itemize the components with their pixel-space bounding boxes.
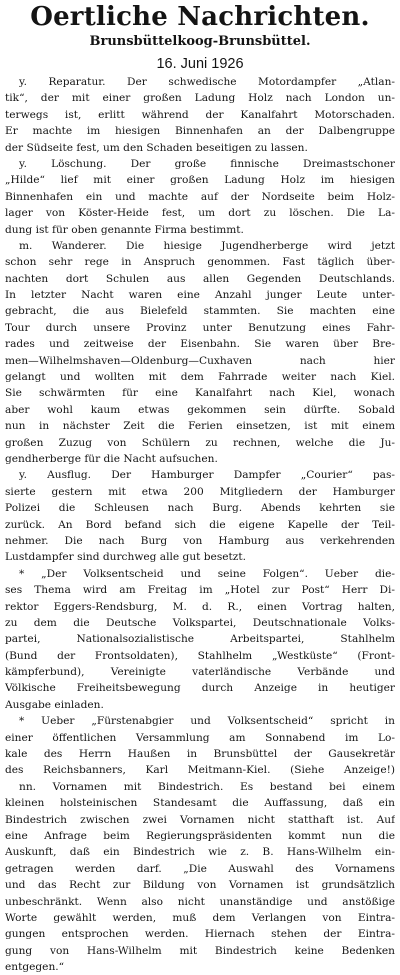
text-line: Binnenhafen ein und machte auf der Nordseite beim Holz-: [5, 190, 395, 203]
text-line: eine Anfrage beim Regierungspräsidenten kommt nun die: [5, 829, 395, 842]
text-line: einer öffentlichen Versammlung am Sonnabend im Lo-: [5, 731, 395, 744]
text-line: * „Der Volksentscheid und seine Folgen“. Ueber die-: [19, 567, 395, 580]
text-line: partei, Nationalsozialistische Arbeitspartei, Stahlhelm: [5, 633, 395, 646]
text-line: kale des Herrn Haußen in Brunsbüttel der Gausekretär: [5, 748, 395, 761]
section-title: Oertliche Nachrichten.: [30, 2, 370, 32]
text-line: Polizei die Schleusen nach Burg. Abends kehrten sie: [5, 502, 395, 515]
text-line: In letzter Nacht waren eine Anzahl junger Leute unter-: [5, 289, 395, 302]
text-line: tik“, der mit einer großen Ladung Holz nach London un-: [5, 92, 395, 105]
text-line: dung ist für oben genannte Firma bestimmt.: [5, 223, 244, 236]
text-line: y. Reparatur. Der schwedische Motordampfer „Atlan-: [19, 76, 395, 88]
news-column: [5, 74, 395, 975]
text-line: nn. Vornamen mit Bindestrich. Es bestand bei einem: [19, 780, 395, 793]
text-line: rektor Eggers-Rendsburg, M. d. R., einen Vortrag halten,: [5, 600, 395, 613]
text-line: terwegs ist, erlitt während der Kanalfahrt Motorschaden.: [5, 108, 395, 121]
text-line: sierte gestern mit etwa 200 Mitgliedern der Hamburger: [5, 485, 395, 498]
text-line: Auskunft, daß ein Bindestrich wie z. B. Hans-Wilhelm ein-: [5, 846, 395, 859]
text-line: großen Zuzug von Schülern zu rechnen, welche die Ju-: [5, 436, 395, 449]
text-line: und das Recht zur Bildung von Vornamen ist grundsätzlich: [5, 879, 395, 892]
text-line: Worte gewählt werden, muß dem Verlangen von Eintra-: [5, 911, 395, 924]
text-line: kleinen holsteinischen Standesamt die Auffassung, daß ein: [5, 797, 395, 810]
text-line: entgegen.“: [5, 961, 65, 974]
text-line: Bindestrich zwischen zwei Vornamen nicht statthaft ist. Auf: [5, 813, 395, 826]
text-line: y. Ausflug. Der Hamburger Dampfer „Courier“ pas-: [19, 469, 395, 482]
text-line: * Ueber „Fürstenabgier und Volksentscheid“ spricht in: [19, 715, 395, 728]
text-line: des Reichsbanners, Karl Meitmann-Kiel. (Siehe Anzeige!): [5, 764, 395, 777]
text-line: Ausgabe einladen.: [5, 698, 104, 711]
text-line: aber wohl kaum etwas gekommen sein dürfte. Sobald: [5, 403, 395, 416]
text-line: Völkische Freiheitsbewegung durch Anzeige in heutiger: [5, 682, 395, 695]
text-line: Sie schwärmten für eine Kanalfahrt nach Kiel, wonach: [5, 387, 395, 400]
text-line: gelangt und wollten mit dem Fahrrade weiter nach Kiel.: [5, 371, 395, 384]
issue-date: 16. Juni 1926: [156, 56, 244, 72]
text-line: unbeschränkt. Wenn also nicht unanständige und anstößige: [5, 895, 395, 908]
text-line: rades und zeitweise der Eisenbahn. Sie waren über Bre-: [5, 338, 395, 351]
text-line: zu dem die Deutsche Volkspartei, Deutschnationale Volks-: [5, 616, 395, 629]
text-line: lager von Köster-Heide fest, um dort zu löschen. Die La-: [5, 207, 395, 220]
text-line: der Südseite fest, um den Schaden beseitigen zu lassen.: [5, 141, 308, 154]
text-line: m. Wanderer. Die hiesige Jugendherberge wird jetzt: [19, 239, 395, 252]
text-line: Lustdampfer sind durchweg alle gut besetzt.: [5, 551, 246, 564]
text-line: gungen entsprochen werden. Hiernach stehen der Eintra-: [5, 928, 395, 941]
text-line: men—Wilhelmshaven—Oldenburg—Cuxhaven nach hier: [5, 354, 395, 367]
text-line: Er machte im hiesigen Binnenhafen an der Dalbengruppe: [5, 125, 395, 138]
text-line: nachten dort Schulen aus allen Gegenden Deutschlands.: [5, 272, 395, 285]
text-line: „Hilde“ lief mit einer großen Ladung Holz im hiesigen: [5, 174, 395, 187]
text-line: gung von Hans-Wilhelm mit Bindestrich keine Bedenken: [5, 944, 395, 957]
text-line: gendherberge für die Nacht aufsuchen.: [5, 452, 218, 465]
text-line: y. Löschung. Der große finnische Dreimastschoner: [19, 157, 395, 170]
text-line: Tour durch unsere Provinz unter Benutzung eines Fahr-: [5, 321, 395, 334]
text-line: schon sehr rege in Anspruch genommen. Fast täglich über-: [5, 256, 395, 269]
text-line: nun in nächster Zeit die Ferien einsetzen, ist mit einem: [5, 420, 395, 433]
text-line: kämpferbund), Vereinigte vaterländische Verbände und: [5, 666, 395, 679]
text-line: nehmer. Die nach Burg von Hamburg aus verkehrenden: [5, 534, 395, 547]
text-line: gebracht, die aus Bielefeld stammten. Sie machten eine: [5, 305, 395, 318]
section-subtitle: Brunsbüttelkoog-Brunsbüttel.: [89, 34, 311, 49]
text-line: ses Thema wird am Freitag im „Hotel zur Post“ Herr Di-: [5, 584, 395, 597]
text-line: getragen werden darf. „Die Auswahl des Vornamens: [5, 862, 395, 875]
text-line: zurück. An Bord befand sich die eigene Kapelle der Teil-: [5, 518, 395, 531]
text-line: (Bund der Frontsoldaten), Stahlhelm „Westküste“ (Front-: [5, 649, 395, 662]
